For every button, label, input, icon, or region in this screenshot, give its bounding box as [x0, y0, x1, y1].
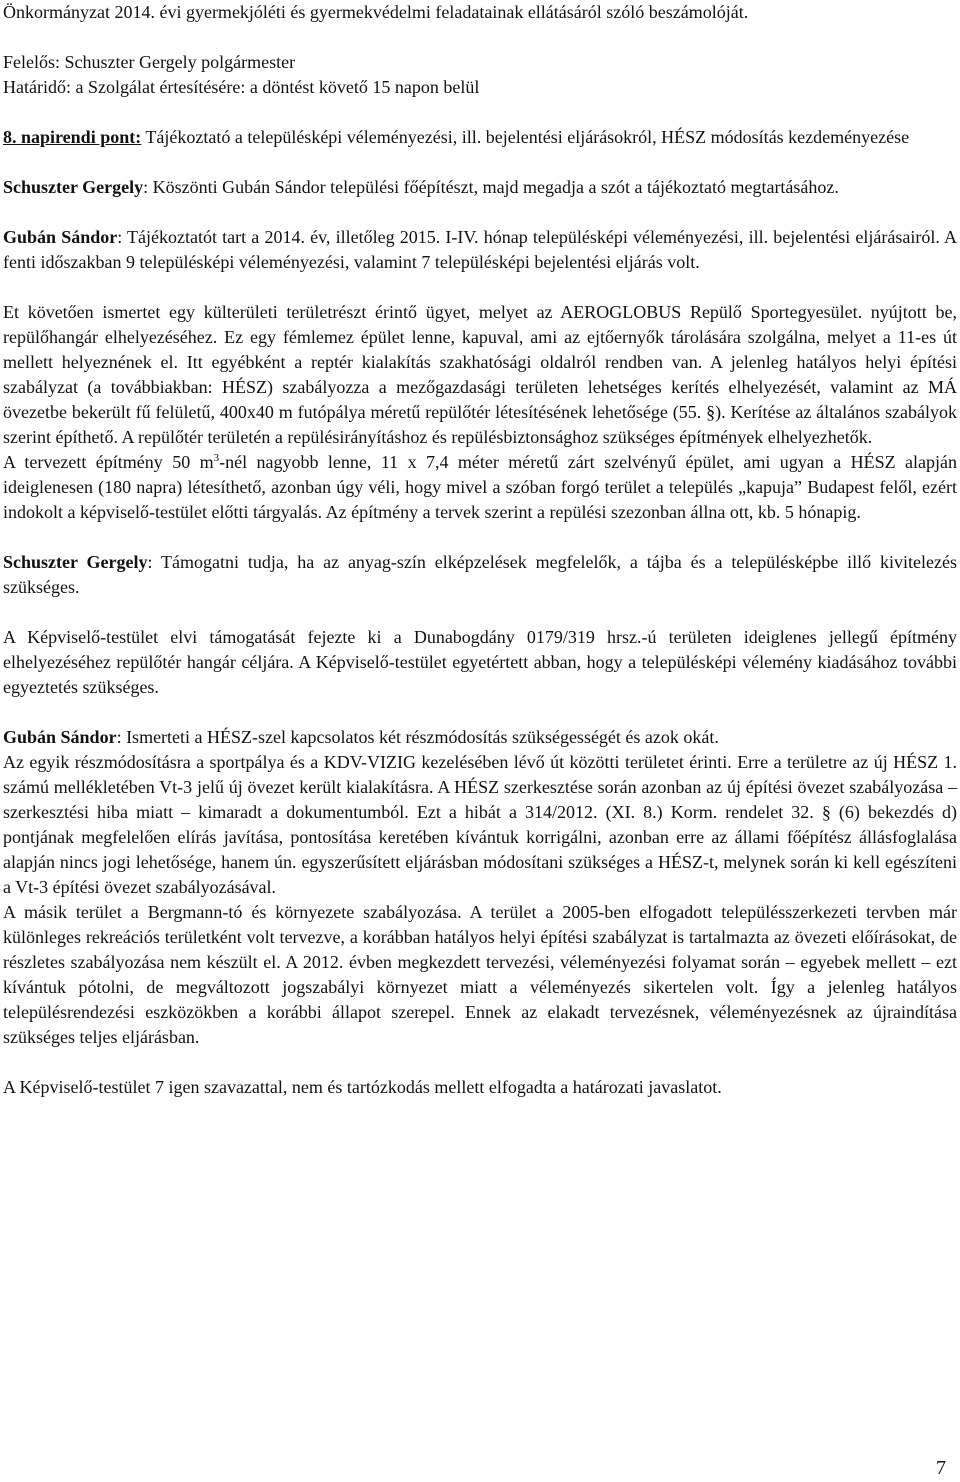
speaker-text: : Ismerteti a HÉSZ-szel kapcsolatos két részmódosítás szükségességét és azok okát.: [116, 727, 719, 747]
paragraph-second-amendment: A másik terület a Bergmann-tó és környezete szabályozása. A terület a 2005-ben elfogadott településszerkezeti tervben már különleges rekreációs területként volt tervezve, a korábban hatályos helyi építési szabályzat is tartalmazta az övezeti előírásokat, de részletes szabályozása nem készült el. A 2012. évben megkezdett tervezési, véleményezési folyamat során – egyebek mellett – ezt kívántuk pótolni, de megváltozott jogszabályi környezet miatt a véleményezés sikertelen volt. Így a jelenleg hatályos településrendezési eszközökben a korábbi állapot szerepel. Ennek az elakadt tervezésnek, véleményezésnek az újraindítása szükséges teljes eljárásban.: [3, 902, 957, 1047]
speaker-name: Schuszter Gergely: [3, 177, 144, 197]
paragraph-council-vote: A Képviselő-testület 7 igen szavazattal, nem és tartózkodás mellett elfogadta a határozati javaslatot.: [3, 1077, 722, 1097]
speaker-text: : Köszönti Gubán Sándor települési főépítészt, majd megadja a szót a tájékoztató megtartásához.: [143, 177, 839, 197]
speaker-paragraph: [3, 225, 957, 275]
speaker-paragraph: [3, 725, 957, 750]
speaker-text: : Támogatni tudja, ha az anyag-szín elképzelések megfelelők, a tájba és a településképbe illő kivitelezés szükséges.: [3, 552, 957, 597]
agenda-label: 8. napirendi pont:: [3, 127, 142, 147]
paragraph-hangar-case: Et követően ismertet egy külterületi területrészt érintő ügyet, melyet az AEROGLOBUS Repülő Sportegyesület. nyújtott be, repülőhangár elhelyezéséhez. Ez egy fémlemez épület lenne, kapuval, ami az ejtőernyők tárolására szolgálna, melyet a 11-es út mellett helyeznének el. Itt egyébként a reptér kialakítás szakhatósági oldalról rendben van. A jelenleg hatályos helyi építési szabályzat (a továbbiakban: HÉSZ) szabályozza a mezőgazdasági területen lehetséges kerítés elhelyezését, valamint az MÁ övezetbe bekerült fű felületű, 400x40 m futópálya méretű repülőtér létesítésének lehetősége (55. §). Kerítése az általános szabályok szerint építhető. A repülőtér területén a repülésirányításhoz és repülésbiztonsághoz szükséges építmények elhelyezhetők.: [3, 302, 957, 447]
paragraph-planned-building: A tervezett építmény 50 $m^3$-nél nagyobb lenne, 11 x 7,4 méter méretű zárt szelvényű épület, ami ugyan a HÉSZ alapján ideiglenesen (180 napra) létesíthető, azonban úgy véli, hogy mivel a szóban forgó terület a település „kapuja” Budapest felől, ezért indokolt a képviselő-testület előtti tárgyalás. Az építmény a tervek szerint a repülési szezonban állna ott, kb. 5 hónapig.: [3, 452, 957, 522]
speaker-name: Gubán Sándor: [3, 227, 118, 247]
page-number: 7: [936, 1457, 946, 1479]
agenda-title: Tájékoztató a településképi véleményezési, ill. bejelentési eljárásokról, HÉSZ módosítás kezdeményezése: [141, 127, 910, 147]
speaker-text: : Tájékoztatót tart a 2014. év, illetőleg 2015. I-IV. hónap településképi véleményezési, ill. bejelentési eljárásairól. A fenti időszakban 9 településképi véleményezési, valamint 7 településképi bejelentési eljárás volt.: [3, 227, 957, 272]
speaker-paragraph: [3, 175, 957, 200]
deadline-line: Határidő: a Szolgálat értesítésére: a döntést követő 15 napon belül: [3, 77, 480, 97]
speaker-paragraph: [3, 550, 957, 600]
agenda-item-8: [3, 125, 957, 150]
speaker-name: Schuszter Gergely: [3, 552, 148, 572]
paragraph-council-support: A Képviselő-testület elvi támogatását fejezte ki a Dunabogdány 0179/319 hrsz.-ú területen ideiglenes jellegű építmény elhelyezéséhez repülőtér hangár céljára. A Képviselő-testület egyetértett abban, hogy a településképi vélemény kiadásához további egyeztetés szükséges.: [3, 627, 957, 697]
paragraph-first-amendment: Az egyik részmódosításra a sportpálya és a KDV-VIZIG kezelésében lévő út közötti területet érinti. Erre a területre az új HÉSZ 1. számú mellékletében Vt-3 jelű új övezet került kialakításra. A HÉSZ szerkesztése során azonban az új építési övezet szabályozása – szerkesztési hiba miatt – kimaradt a dokumentumból. Ezt a hibát a 314/2012. (XI. 8.) Korm. rendelet 32. § (6) bekezdés d) pontjának megfelelően elírás javítása, pontosítása keretében kívántuk korrigálni, azonban erre az állami főépítész állásfoglalása alapján nincs jogi lehetősége, hanem ún. egyszerűsített eljárásban módosítani szükséges a HÉSZ-t, melynek során ki kell egészíteni a Vt-3 építési övezet szabályozásával.: [3, 752, 957, 897]
paragraph-report-acceptance: Önkormányzat 2014. évi gyermekjóléti és gyermekvédelmi feladatainak ellátásáról szóló beszámolóját.: [3, 2, 749, 22]
speaker-name: Gubán Sándor: [3, 727, 117, 747]
document-page: [3, 0, 957, 1100]
responsible-line: Felelős: Schuszter Gergely polgármester: [3, 52, 296, 72]
